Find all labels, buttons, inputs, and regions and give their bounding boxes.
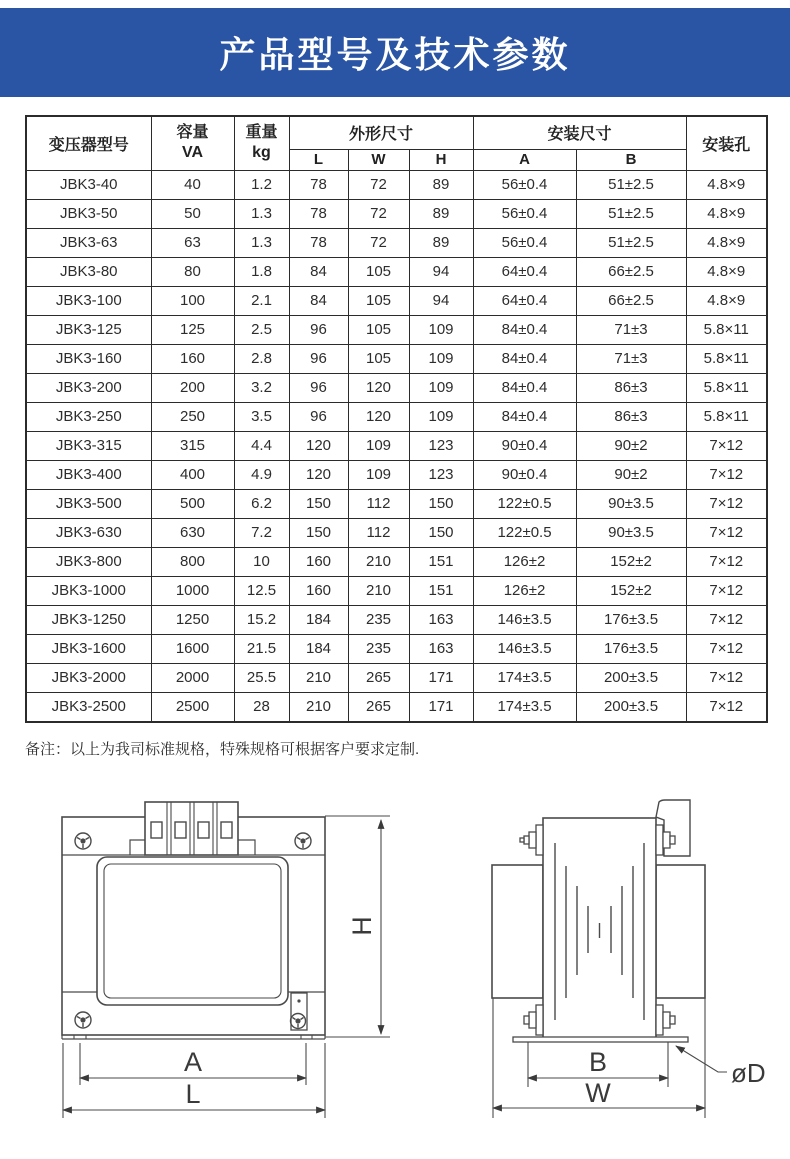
cell-dim-w: 235 bbox=[348, 605, 409, 634]
cell-capacity: 630 bbox=[151, 518, 234, 547]
cell-hole: 5.8×11 bbox=[686, 402, 767, 431]
table-row bbox=[26, 431, 767, 460]
cell-capacity: 40 bbox=[151, 170, 234, 199]
col-header-weight bbox=[234, 116, 289, 170]
cell-dim-w: 235 bbox=[348, 634, 409, 663]
cell-dim-h: 109 bbox=[409, 402, 473, 431]
cell-model: JBK3-630 bbox=[26, 518, 151, 547]
cell-model: JBK3-50 bbox=[26, 199, 151, 228]
cell-weight: 12.5 bbox=[234, 576, 289, 605]
cell-capacity: 100 bbox=[151, 286, 234, 315]
screw-icon bbox=[75, 833, 311, 1029]
table-row bbox=[26, 402, 767, 431]
dimension-labels bbox=[184, 916, 766, 1109]
table-row bbox=[26, 634, 767, 663]
spec-table bbox=[25, 115, 768, 723]
cell-dim-l: 96 bbox=[289, 373, 348, 402]
title-banner bbox=[0, 8, 790, 97]
col-header-b: B bbox=[576, 149, 686, 170]
cell-dim-w: 72 bbox=[348, 228, 409, 257]
capacity-unit: VA bbox=[181, 144, 204, 162]
cell-dim-w: 210 bbox=[348, 576, 409, 605]
table-row bbox=[26, 605, 767, 634]
cell-capacity: 2500 bbox=[151, 692, 234, 722]
col-header-model: 变压器型号 bbox=[26, 116, 151, 170]
cell-capacity: 1250 bbox=[151, 605, 234, 634]
cell-mount-a: 90±0.4 bbox=[473, 431, 576, 460]
cell-model: JBK3-315 bbox=[26, 431, 151, 460]
table-row bbox=[26, 547, 767, 576]
cell-mount-b: 90±2 bbox=[576, 431, 686, 460]
cell-dim-w: 105 bbox=[348, 344, 409, 373]
cell-dim-h: 109 bbox=[409, 315, 473, 344]
cell-weight: 1.8 bbox=[234, 257, 289, 286]
cell-hole: 4.8×9 bbox=[686, 170, 767, 199]
cell-dim-w: 120 bbox=[348, 373, 409, 402]
cell-hole: 7×12 bbox=[686, 489, 767, 518]
col-group-mount: 安装尺寸 bbox=[473, 116, 686, 149]
cell-mount-b: 66±2.5 bbox=[576, 257, 686, 286]
cell-dim-l: 78 bbox=[289, 228, 348, 257]
cell-mount-a: 64±0.4 bbox=[473, 257, 576, 286]
cell-capacity: 63 bbox=[151, 228, 234, 257]
cell-dim-l: 96 bbox=[289, 344, 348, 373]
cell-hole: 7×12 bbox=[686, 431, 767, 460]
cell-dim-h: 94 bbox=[409, 286, 473, 315]
cell-mount-b: 90±2 bbox=[576, 460, 686, 489]
cell-weight: 6.2 bbox=[234, 489, 289, 518]
cell-mount-b: 71±3 bbox=[576, 344, 686, 373]
cell-dim-w: 210 bbox=[348, 547, 409, 576]
table-header bbox=[26, 116, 767, 170]
cell-dim-l: 84 bbox=[289, 286, 348, 315]
cell-mount-b: 176±3.5 bbox=[576, 634, 686, 663]
cell-model: JBK3-250 bbox=[26, 402, 151, 431]
cell-dim-h: 150 bbox=[409, 489, 473, 518]
dim-label-b: B bbox=[588, 1046, 608, 1077]
cell-mount-a: 174±3.5 bbox=[473, 692, 576, 722]
cell-dim-h: 163 bbox=[409, 634, 473, 663]
cell-weight: 25.5 bbox=[234, 663, 289, 692]
cell-dim-l: 120 bbox=[289, 431, 348, 460]
side-view-drawing bbox=[492, 800, 705, 1042]
dim-label-a: A bbox=[183, 1046, 203, 1077]
cell-hole: 4.8×9 bbox=[686, 199, 767, 228]
cell-mount-a: 146±3.5 bbox=[473, 634, 576, 663]
cell-hole: 4.8×9 bbox=[686, 286, 767, 315]
col-group-outline: 外形尺寸 bbox=[289, 116, 473, 149]
cell-dim-w: 112 bbox=[348, 518, 409, 547]
cell-mount-b: 71±3 bbox=[576, 315, 686, 344]
cell-dim-h: 109 bbox=[409, 373, 473, 402]
weight-unit: kg bbox=[252, 144, 271, 162]
mounting-foot bbox=[513, 1037, 688, 1042]
cell-mount-a: 174±3.5 bbox=[473, 663, 576, 692]
cell-hole: 7×12 bbox=[686, 634, 767, 663]
cell-dim-l: 150 bbox=[289, 518, 348, 547]
cell-model: JBK3-200 bbox=[26, 373, 151, 402]
cell-dim-h: 150 bbox=[409, 518, 473, 547]
cell-mount-a: 56±0.4 bbox=[473, 228, 576, 257]
table-row bbox=[26, 576, 767, 605]
cell-mount-a: 126±2 bbox=[473, 547, 576, 576]
table-row bbox=[26, 460, 767, 489]
cell-weight: 4.4 bbox=[234, 431, 289, 460]
cell-mount-b: 176±3.5 bbox=[576, 605, 686, 634]
capacity-label: 容量 bbox=[176, 124, 209, 142]
cell-mount-b: 51±2.5 bbox=[576, 228, 686, 257]
cell-weight: 1.3 bbox=[234, 199, 289, 228]
cell-model: JBK3-500 bbox=[26, 489, 151, 518]
table-row bbox=[26, 286, 767, 315]
cell-model: JBK3-1000 bbox=[26, 576, 151, 605]
cell-hole: 7×12 bbox=[686, 605, 767, 634]
cell-weight: 7.2 bbox=[234, 518, 289, 547]
table-row bbox=[26, 373, 767, 402]
cell-dim-w: 112 bbox=[348, 489, 409, 518]
col-header-l: L bbox=[289, 149, 348, 170]
cell-model: JBK3-100 bbox=[26, 286, 151, 315]
coil-window bbox=[97, 857, 288, 1005]
cell-dim-l: 210 bbox=[289, 663, 348, 692]
cell-mount-a: 126±2 bbox=[473, 576, 576, 605]
cell-capacity: 1600 bbox=[151, 634, 234, 663]
cell-model: JBK3-2000 bbox=[26, 663, 151, 692]
cell-dim-w: 105 bbox=[348, 257, 409, 286]
table-row bbox=[26, 228, 767, 257]
cell-mount-b: 86±3 bbox=[576, 402, 686, 431]
table-row bbox=[26, 170, 767, 199]
cell-dim-w: 105 bbox=[348, 286, 409, 315]
cell-capacity: 1000 bbox=[151, 576, 234, 605]
cell-dim-w: 120 bbox=[348, 402, 409, 431]
table-row bbox=[26, 257, 767, 286]
col-header-h: H bbox=[409, 149, 473, 170]
page-title: 产品型号及技术参数 bbox=[219, 34, 571, 75]
cell-dim-h: 89 bbox=[409, 228, 473, 257]
cell-dim-l: 78 bbox=[289, 199, 348, 228]
front-view-drawing bbox=[62, 802, 325, 1039]
cell-dim-l: 184 bbox=[289, 634, 348, 663]
terminal-block bbox=[145, 802, 238, 855]
cell-dim-l: 150 bbox=[289, 489, 348, 518]
cell-capacity: 200 bbox=[151, 373, 234, 402]
cell-mount-a: 84±0.4 bbox=[473, 344, 576, 373]
cell-capacity: 800 bbox=[151, 547, 234, 576]
cell-hole: 7×12 bbox=[686, 460, 767, 489]
cell-dim-l: 120 bbox=[289, 460, 348, 489]
cell-capacity: 315 bbox=[151, 431, 234, 460]
weight-label: 重量 bbox=[245, 124, 278, 142]
cell-weight: 10 bbox=[234, 547, 289, 576]
cell-dim-h: 94 bbox=[409, 257, 473, 286]
cell-model: JBK3-1250 bbox=[26, 605, 151, 634]
cell-mount-a: 64±0.4 bbox=[473, 286, 576, 315]
cell-weight: 1.3 bbox=[234, 228, 289, 257]
cell-dim-w: 72 bbox=[348, 199, 409, 228]
cell-weight: 3.2 bbox=[234, 373, 289, 402]
cell-hole: 4.8×9 bbox=[686, 228, 767, 257]
table-row bbox=[26, 692, 767, 722]
cell-model: JBK3-2500 bbox=[26, 692, 151, 722]
cell-model: JBK3-125 bbox=[26, 315, 151, 344]
table-row bbox=[26, 663, 767, 692]
cell-hole: 5.8×11 bbox=[686, 344, 767, 373]
cell-dim-h: 109 bbox=[409, 344, 473, 373]
cell-capacity: 2000 bbox=[151, 663, 234, 692]
cell-hole: 7×12 bbox=[686, 663, 767, 692]
table-row bbox=[26, 315, 767, 344]
cell-mount-b: 152±2 bbox=[576, 547, 686, 576]
cell-model: JBK3-400 bbox=[26, 460, 151, 489]
cell-mount-b: 86±3 bbox=[576, 373, 686, 402]
cell-weight: 3.5 bbox=[234, 402, 289, 431]
cell-hole: 5.8×11 bbox=[686, 373, 767, 402]
cell-dim-l: 160 bbox=[289, 576, 348, 605]
cell-dim-l: 96 bbox=[289, 315, 348, 344]
cell-dim-l: 160 bbox=[289, 547, 348, 576]
cell-mount-a: 84±0.4 bbox=[473, 373, 576, 402]
cell-weight: 28 bbox=[234, 692, 289, 722]
cell-model: JBK3-160 bbox=[26, 344, 151, 373]
cell-model: JBK3-63 bbox=[26, 228, 151, 257]
cell-capacity: 50 bbox=[151, 199, 234, 228]
cell-mount-a: 84±0.4 bbox=[473, 402, 576, 431]
cell-dim-l: 84 bbox=[289, 257, 348, 286]
cell-weight: 4.9 bbox=[234, 460, 289, 489]
cell-weight: 2.8 bbox=[234, 344, 289, 373]
cell-dim-w: 105 bbox=[348, 315, 409, 344]
cell-hole: 7×12 bbox=[686, 547, 767, 576]
cell-mount-a: 90±0.4 bbox=[473, 460, 576, 489]
col-header-a: A bbox=[473, 149, 576, 170]
table-body bbox=[26, 170, 767, 722]
cell-mount-b: 200±3.5 bbox=[576, 692, 686, 722]
cell-mount-b: 90±3.5 bbox=[576, 518, 686, 547]
dim-label-h: H bbox=[347, 915, 377, 936]
cell-model: JBK3-800 bbox=[26, 547, 151, 576]
cell-weight: 15.2 bbox=[234, 605, 289, 634]
cell-dim-w: 265 bbox=[348, 692, 409, 722]
table-row bbox=[26, 199, 767, 228]
cell-mount-b: 51±2.5 bbox=[576, 199, 686, 228]
cell-dim-h: 163 bbox=[409, 605, 473, 634]
cell-dim-l: 96 bbox=[289, 402, 348, 431]
cell-mount-b: 152±2 bbox=[576, 576, 686, 605]
cell-model: JBK3-1600 bbox=[26, 634, 151, 663]
cell-dim-l: 184 bbox=[289, 605, 348, 634]
cell-hole: 7×12 bbox=[686, 692, 767, 722]
cell-dim-h: 123 bbox=[409, 460, 473, 489]
cell-dim-h: 151 bbox=[409, 547, 473, 576]
col-header-hole: 安装孔 bbox=[686, 116, 767, 170]
cell-hole: 7×12 bbox=[686, 518, 767, 547]
cell-mount-a: 122±0.5 bbox=[473, 489, 576, 518]
col-header-capacity bbox=[151, 116, 234, 170]
cell-weight: 21.5 bbox=[234, 634, 289, 663]
cell-weight: 2.5 bbox=[234, 315, 289, 344]
cell-capacity: 125 bbox=[151, 315, 234, 344]
cell-dim-l: 210 bbox=[289, 692, 348, 722]
cell-capacity: 160 bbox=[151, 344, 234, 373]
dim-label-l: L bbox=[185, 1078, 201, 1109]
cell-mount-b: 200±3.5 bbox=[576, 663, 686, 692]
cell-dim-h: 89 bbox=[409, 170, 473, 199]
cell-dim-h: 123 bbox=[409, 431, 473, 460]
cell-mount-a: 56±0.4 bbox=[473, 170, 576, 199]
cell-capacity: 250 bbox=[151, 402, 234, 431]
cell-weight: 2.1 bbox=[234, 286, 289, 315]
cell-dim-h: 151 bbox=[409, 576, 473, 605]
cell-dim-w: 265 bbox=[348, 663, 409, 692]
cell-dim-w: 72 bbox=[348, 170, 409, 199]
cell-mount-a: 146±3.5 bbox=[473, 605, 576, 634]
cell-dim-h: 89 bbox=[409, 199, 473, 228]
table-row bbox=[26, 489, 767, 518]
cell-capacity: 500 bbox=[151, 489, 234, 518]
cell-dim-l: 78 bbox=[289, 170, 348, 199]
cell-dim-h: 171 bbox=[409, 663, 473, 692]
cell-mount-a: 56±0.4 bbox=[473, 199, 576, 228]
table-row bbox=[26, 518, 767, 547]
cell-hole: 4.8×9 bbox=[686, 257, 767, 286]
cell-weight: 1.2 bbox=[234, 170, 289, 199]
cell-dim-w: 109 bbox=[348, 431, 409, 460]
col-header-w: W bbox=[348, 149, 409, 170]
cell-mount-a: 122±0.5 bbox=[473, 518, 576, 547]
dim-label-d: øD bbox=[731, 1057, 766, 1088]
dim-label-w: W bbox=[585, 1077, 611, 1108]
cell-model: JBK3-80 bbox=[26, 257, 151, 286]
cell-dim-w: 109 bbox=[348, 460, 409, 489]
cell-mount-b: 66±2.5 bbox=[576, 286, 686, 315]
cell-hole: 5.8×11 bbox=[686, 315, 767, 344]
cell-mount-b: 90±3.5 bbox=[576, 489, 686, 518]
cell-model: JBK3-40 bbox=[26, 170, 151, 199]
remark-note: 备注：以上为我司标准规格，特殊规格可根据客户要求定制. bbox=[25, 740, 420, 758]
cell-capacity: 80 bbox=[151, 257, 234, 286]
cell-mount-b: 51±2.5 bbox=[576, 170, 686, 199]
cell-capacity: 400 bbox=[151, 460, 234, 489]
cell-dim-h: 171 bbox=[409, 692, 473, 722]
header-row-groups bbox=[26, 116, 767, 149]
technical-drawing bbox=[0, 780, 790, 1151]
table-row bbox=[26, 344, 767, 373]
cell-hole: 7×12 bbox=[686, 576, 767, 605]
cell-mount-a: 84±0.4 bbox=[473, 315, 576, 344]
